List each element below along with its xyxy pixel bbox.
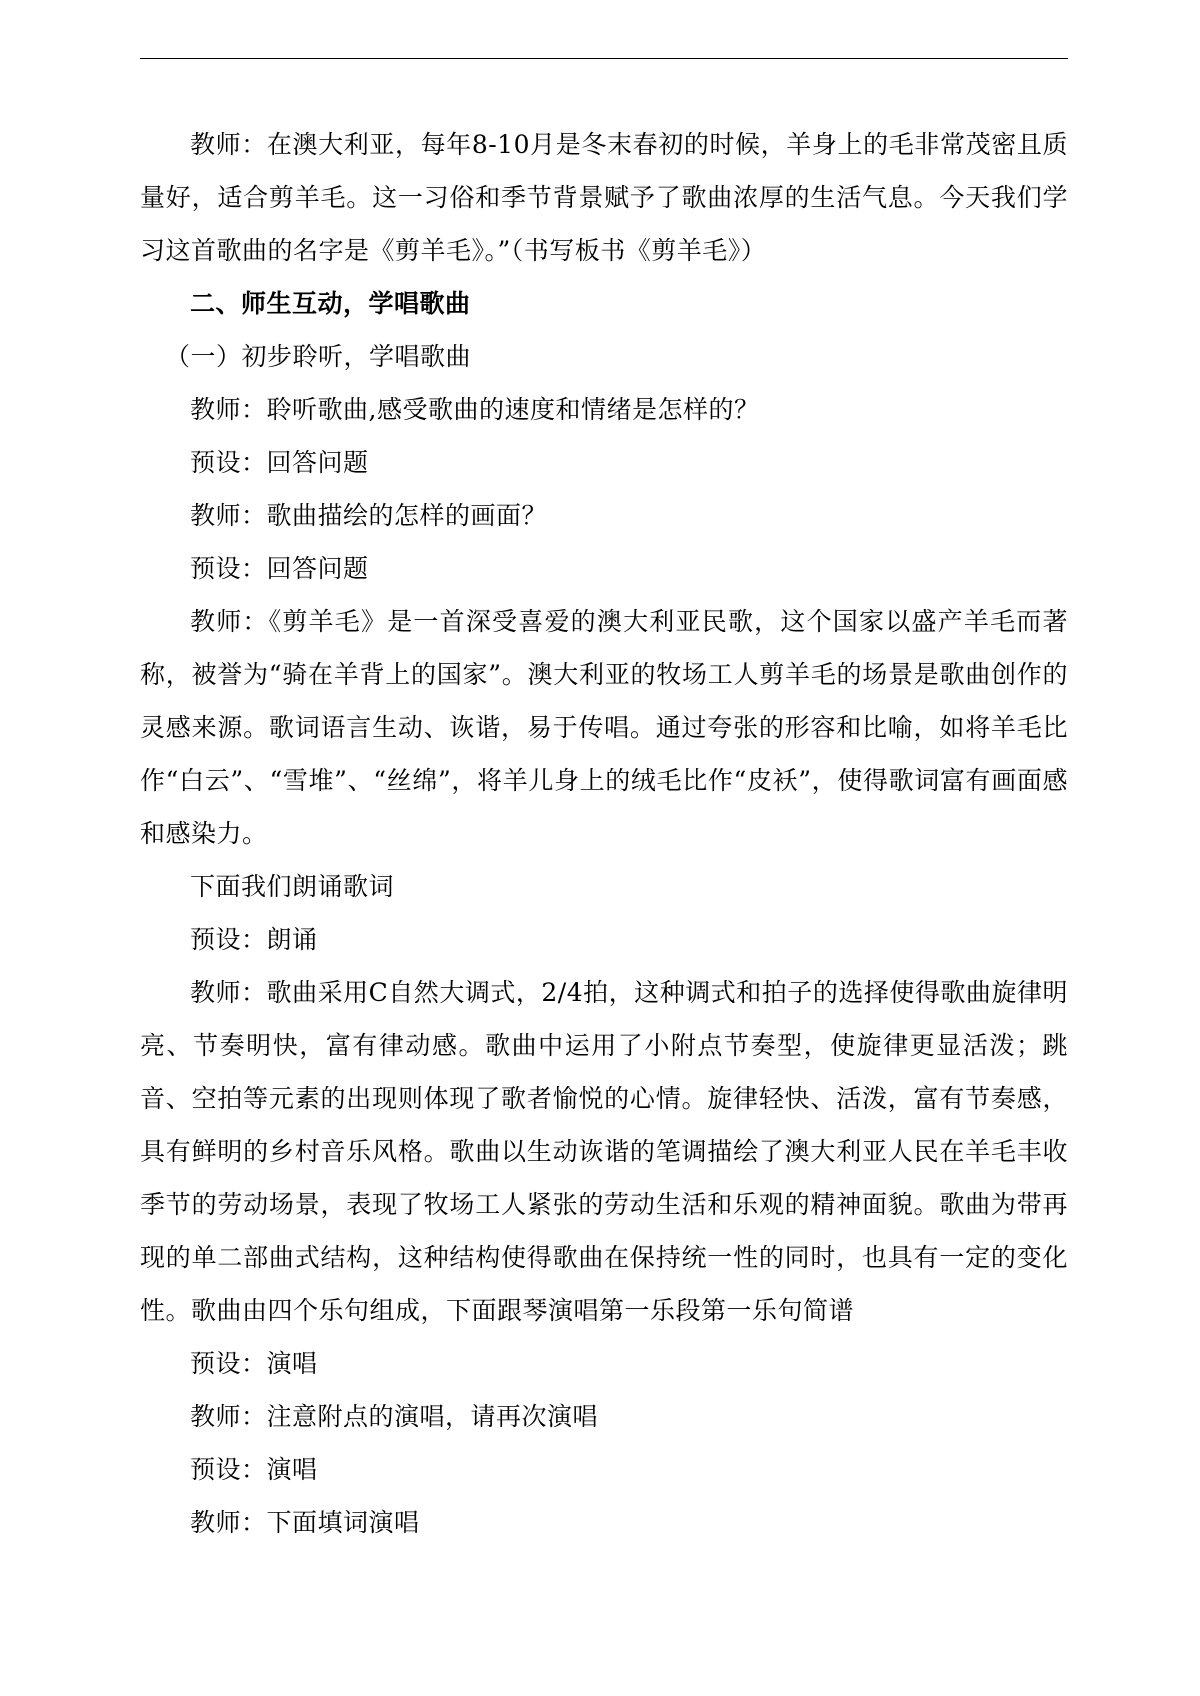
paragraph-preset-sing-2: 预设：演唱 [190,1455,318,1484]
section-heading: 二、师生互动，学唱歌曲 [190,289,471,318]
paragraph-preset-recite: 预设：朗诵 [190,925,318,954]
paragraph-teacher-question-2: 教师：歌曲描绘的怎样的画面？ [190,501,548,530]
paragraph-recite-lyrics: 下面我们朗诵歌词 [190,872,395,901]
paragraph-song-background: 教师：《剪羊毛》是一首深受喜爱的澳大利亚民歌，这个国家以盛产羊毛而著称，被誉为“骑在羊背上的国家”。澳大利亚的牧场工人剪羊毛的场景是歌曲创作的灵感来源。歌词语言生动、诙谐，易于传唱。通过夸张的形容和比喻，如将羊毛比作“白云”、“雪堆”、“丝绵”，将羊儿身上的绒毛比作“皮袄”，使得歌词富有画面感和感染力。 [140,607,1068,848]
paragraph-preset-answer-1: 预设：回答问题 [190,448,369,477]
paragraph-preset-sing-1: 预设：演唱 [190,1349,318,1378]
header-rule [140,58,1068,59]
paragraph-teacher-lyrics-singing: 教师：下面填词演唱 [190,1508,420,1537]
paragraph-preset-answer-2: 预设：回答问题 [190,554,369,583]
paragraph-teacher-question-1: 教师：聆听歌曲,感受歌曲的速度和情绪是怎样的？ [190,395,760,424]
subsection-heading: （一）初步聆听，学唱歌曲 [165,342,472,371]
paragraph-teacher-dotted-note: 教师：注意附点的演唱，请再次演唱 [190,1402,599,1431]
paragraph-intro: 教师：在澳大利亚，每年8-10月是冬末春初的时候，羊身上的毛非常茂密且质量好，适合剪羊毛。这一习俗和季节背景赋予了歌曲浓厚的生活气息。今天我们学习这首歌曲的名字是《剪羊毛》。”（书写板书《剪羊毛》） [140,130,1068,265]
paragraph-song-analysis: 教师：歌曲采用C自然大调式，2/4拍，这种调式和拍子的选择使得歌曲旋律明亮、节奏明快，富有律动感。歌曲中运用了小附点节奏型，使旋律更显活泼；跳音、空拍等元素的出现则体现了歌者愉悦的心情。旋律轻快、活泼，富有节奏感，具有鲜明的乡村音乐风格。歌曲以生动诙谐的笔调描绘了澳大利亚人民在羊毛丰收季节的劳动场景，表现了牧场工人紧张的劳动生活和乐观的精神面貌。歌曲为带再现的单二部曲式结构，这种结构使得歌曲在保持统一性的同时，也具有一定的变化性。歌曲由四个乐句组成，下面跟琴演唱第一乐段第一乐句简谱 [140,978,1068,1325]
document-body [140,118,1068,1549]
